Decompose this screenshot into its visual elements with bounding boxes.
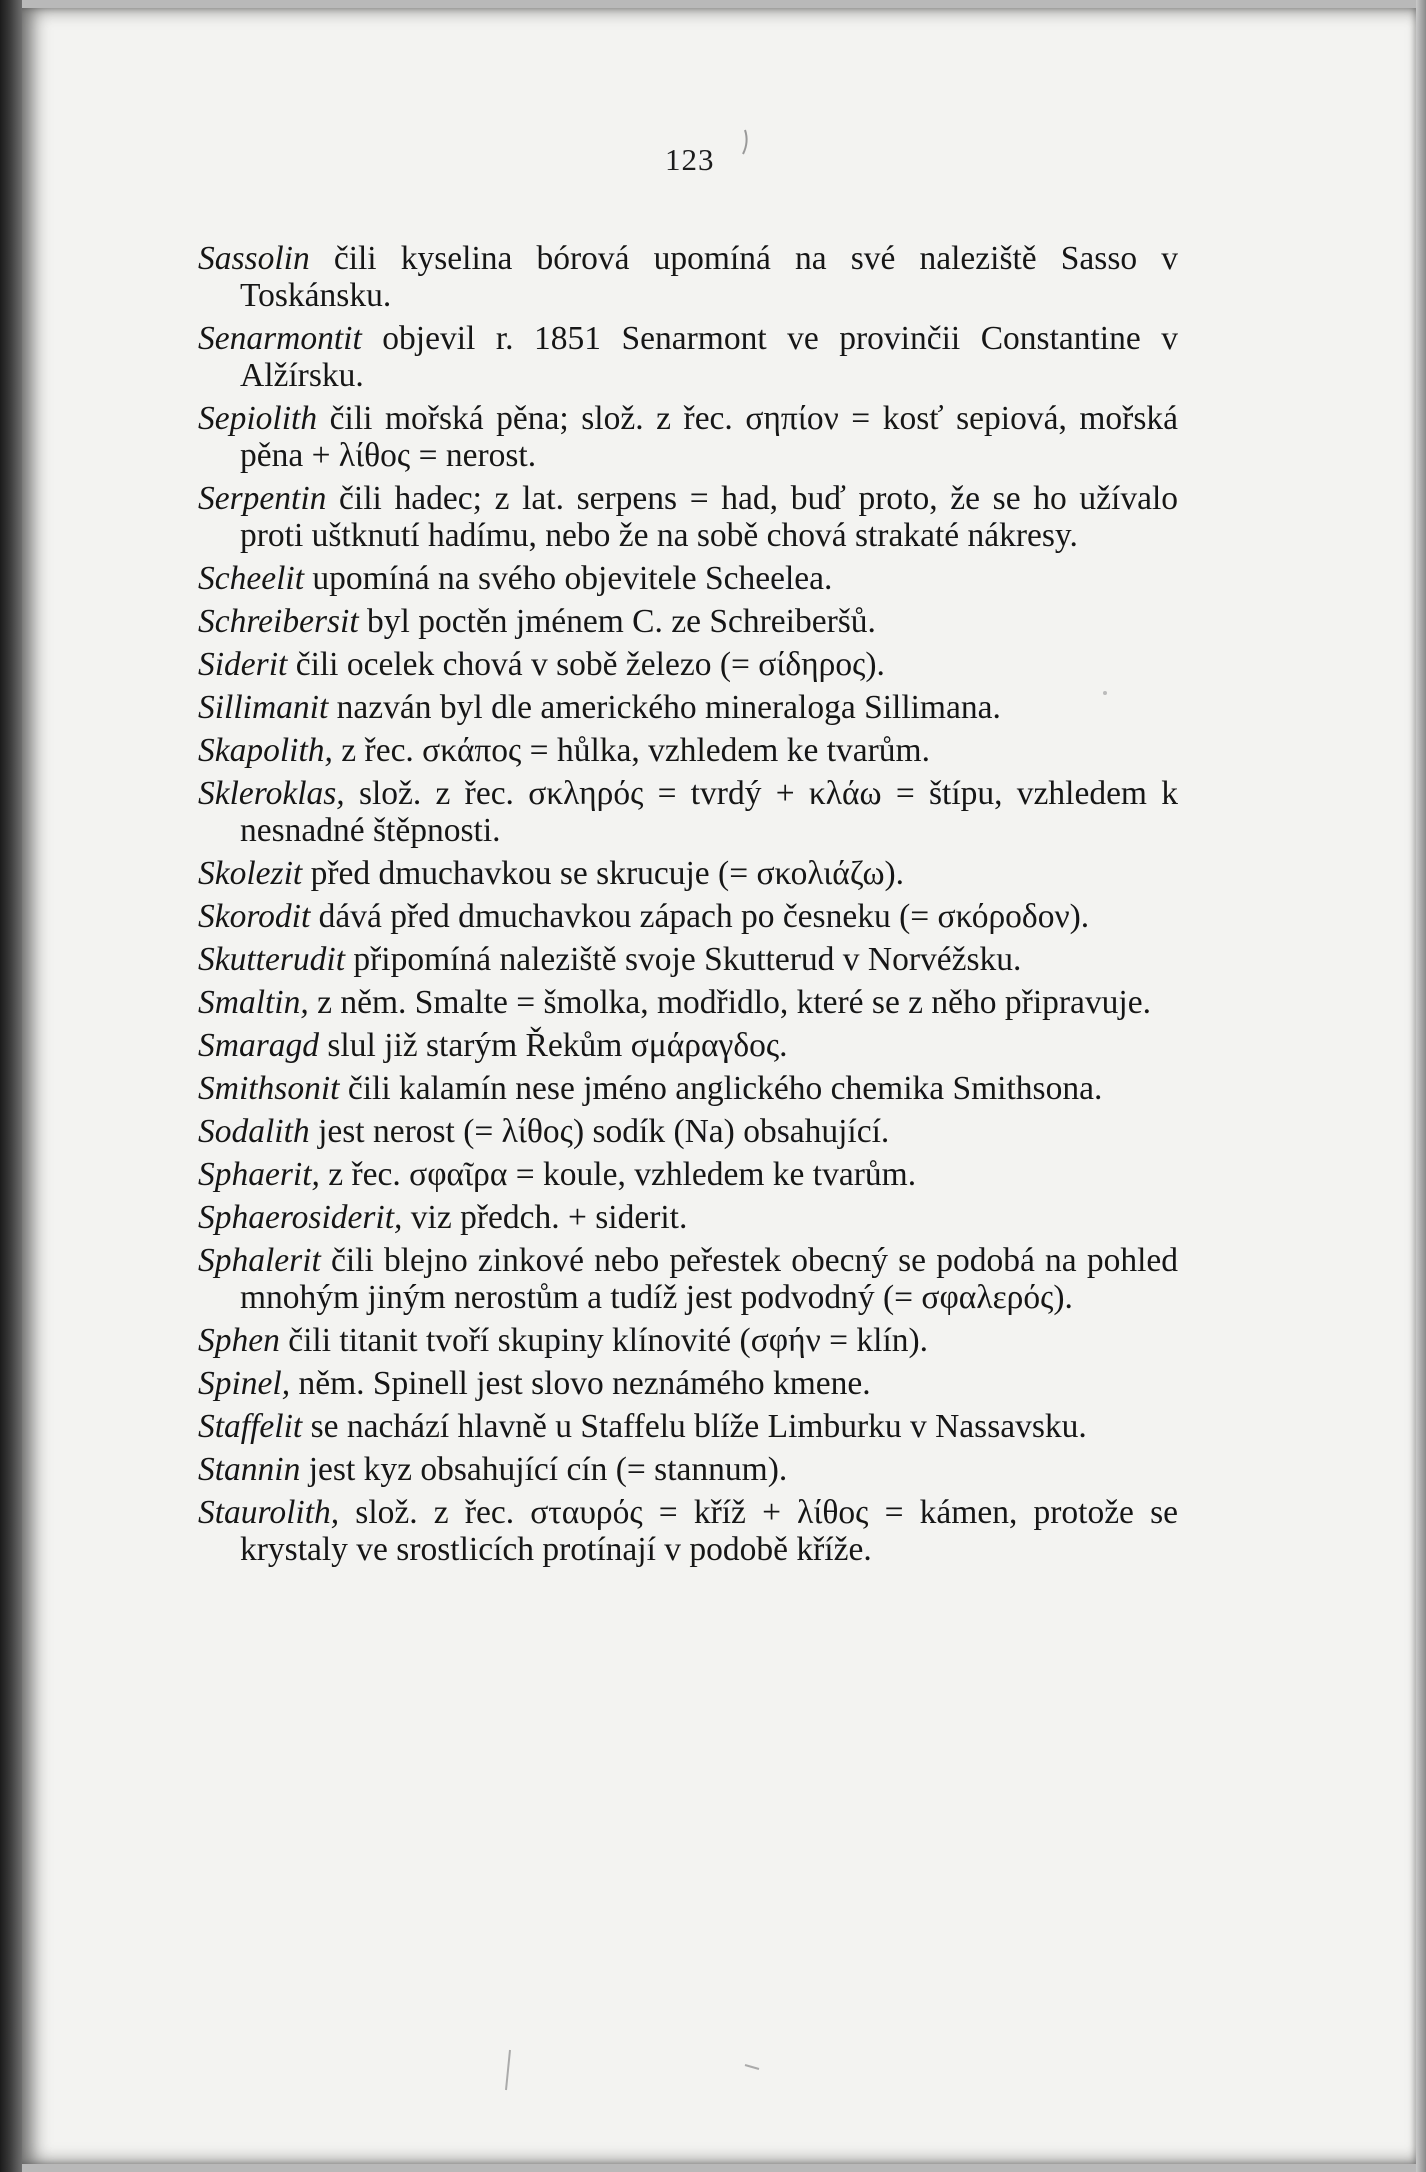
- entry-term: Sillimanit: [198, 689, 329, 726]
- entry-text: čili titanit tvoří skupiny klínovité (σφήν = klín).: [279, 1322, 929, 1359]
- entry-term: Staffelit: [198, 1408, 303, 1445]
- entry-text: viz předch. + siderit.: [402, 1199, 688, 1236]
- entry-text: před dmuchavkou se skrucuje (= σκολιάζω).: [302, 855, 905, 892]
- entry-serpentin: [198, 480, 1178, 554]
- entry-text: čili ocelek chová v sobě železo (= σίδηρος).: [287, 646, 885, 683]
- entry-term: Skorodit: [198, 898, 311, 935]
- entry-term: Senarmontit: [198, 320, 362, 357]
- entry-sphalerit: [198, 1242, 1178, 1316]
- entry-text: objevil r. 1851 Senarmont ve provinčii Constantine v Alžírsku.: [240, 320, 1178, 394]
- entry-term: Sphalerit: [198, 1242, 321, 1279]
- entry-term: Sphaerosiderit,: [198, 1199, 403, 1236]
- entry-term: Sepiolith: [198, 400, 318, 437]
- entry-text: z řec. σκάπος = hůlka, vzhledem ke tvarům.: [332, 732, 930, 769]
- entry-term: Spinel,: [198, 1365, 291, 1402]
- entry-text: čili blejno zinkové nebo peřestek obecný se podobá na pohled mnohým jiným nerostům a tudíž jest podvodný (= σφαλερός).: [240, 1242, 1178, 1316]
- entry-senarmontit: [198, 320, 1178, 394]
- entry-term: Sphaerit,: [198, 1156, 320, 1193]
- entry-staffelit: [198, 1408, 1178, 1445]
- entry-term: Sassolin: [198, 240, 310, 277]
- entry-siderit: [198, 646, 1178, 683]
- entry-skleroklas: [198, 775, 1178, 849]
- glossary-entries: [198, 240, 1178, 1574]
- entry-stannin: [198, 1451, 1178, 1488]
- page-number: 123: [665, 142, 715, 177]
- entry-term: Skolezit: [198, 855, 303, 892]
- entry-text: nazván byl dle amerického mineraloga Sillimana.: [328, 689, 1001, 726]
- entry-text: slož. z řec. σταυρός = kříž + λίθος = kámen, protože se krystaly ve srostlicích protínají v podobě kříže.: [240, 1494, 1178, 1568]
- entry-skorodit: [198, 898, 1178, 935]
- entry-schreibersit: [198, 603, 1178, 640]
- entry-text: jest nerost (= λίθος) sodík (Na) obsahující.: [309, 1113, 890, 1150]
- entry-sassolin: [198, 240, 1178, 314]
- entry-skolezit: [198, 855, 1178, 892]
- entry-text: z něm. Smalte = šmolka, modřidlo, které se z něho připravuje.: [308, 984, 1151, 1021]
- entry-term: Smaltin,: [198, 984, 309, 1021]
- entry-sillimanit: [198, 689, 1178, 726]
- entry-sphaerit: [198, 1156, 1178, 1193]
- entry-staurolith: [198, 1494, 1178, 1568]
- entry-text: dává před dmuchavkou zápach po česneku (= σκόροδον).: [310, 898, 1090, 935]
- entry-text: jest kyz obsahující cín (= stannum).: [300, 1451, 788, 1488]
- entry-term: Staurolith,: [198, 1494, 340, 1531]
- entry-skutterudit: [198, 941, 1178, 978]
- entry-term: Smaragd: [198, 1027, 319, 1064]
- entry-term: Schreibersit: [198, 603, 359, 640]
- entry-text: čili mořská pěna; slož. z řec. σηπίον = kosť sepiová, mořská pěna + λίθος = nerost.: [240, 400, 1178, 474]
- entry-text: připomíná naleziště svoje Skutterud v Norvéžsku.: [345, 941, 1022, 978]
- entry-term: Siderit: [198, 646, 288, 683]
- entry-text: čili kyselina bórová upomíná na své naleziště Sasso v Toskánsku.: [240, 240, 1178, 314]
- book-spine-edge: [0, 0, 22, 2172]
- entry-smithsonit: [198, 1070, 1178, 1107]
- page-right-edge: [1416, 0, 1426, 2172]
- entry-sphen: [198, 1322, 1178, 1359]
- entry-text: něm. Spinell jest slovo neznámého kmene.: [290, 1365, 871, 1402]
- entry-sepiolith: [198, 400, 1178, 474]
- entry-text: se nachází hlavně u Staffelu blíže Limburku v Nassavsku.: [302, 1408, 1087, 1445]
- entry-term: Smithsonit: [198, 1070, 340, 1107]
- entry-text: čili kalamín nese jméno anglického chemika Smithsona.: [339, 1070, 1103, 1107]
- entry-text: slul již starým Řekům σμάραγδος.: [318, 1027, 788, 1064]
- entry-text: upomíná na svého objevitele Scheelea.: [304, 560, 833, 597]
- entry-spinel: [198, 1365, 1178, 1402]
- entry-term: Scheelit: [198, 560, 305, 597]
- entry-sphaerosiderit: [198, 1199, 1178, 1236]
- entry-text: byl poctěn jménem C. ze Schreiberšů.: [358, 603, 876, 640]
- entry-term: Skleroklas,: [198, 775, 345, 812]
- entry-smaragd: [198, 1027, 1178, 1064]
- entry-smaltin: [198, 984, 1178, 1021]
- entry-text: slož. z řec. σκληρός = tvrdý + κλάω = štípu, vzhledem k nesnadné štěpnosti.: [240, 775, 1178, 849]
- entry-skapolith: [198, 732, 1178, 769]
- entry-term: Skapolith,: [198, 732, 333, 769]
- entry-term: Serpentin: [198, 480, 327, 517]
- entry-term: Sodalith: [198, 1113, 310, 1150]
- entry-text: čili hadec; z lat. serpens = had, buď proto, že se ho užívalo proti uštknutí hadímu, nebo že na sobě chová strakaté nákresy.: [240, 480, 1178, 554]
- entry-sodalith: [198, 1113, 1178, 1150]
- entry-term: Skutterudit: [198, 941, 346, 978]
- entry-term: Sphen: [198, 1322, 280, 1359]
- entry-text: z řec. σφαῖρα = koule, vzhledem ke tvarům.: [319, 1156, 917, 1193]
- entry-scheelit: [198, 560, 1178, 597]
- entry-term: Stannin: [198, 1451, 301, 1488]
